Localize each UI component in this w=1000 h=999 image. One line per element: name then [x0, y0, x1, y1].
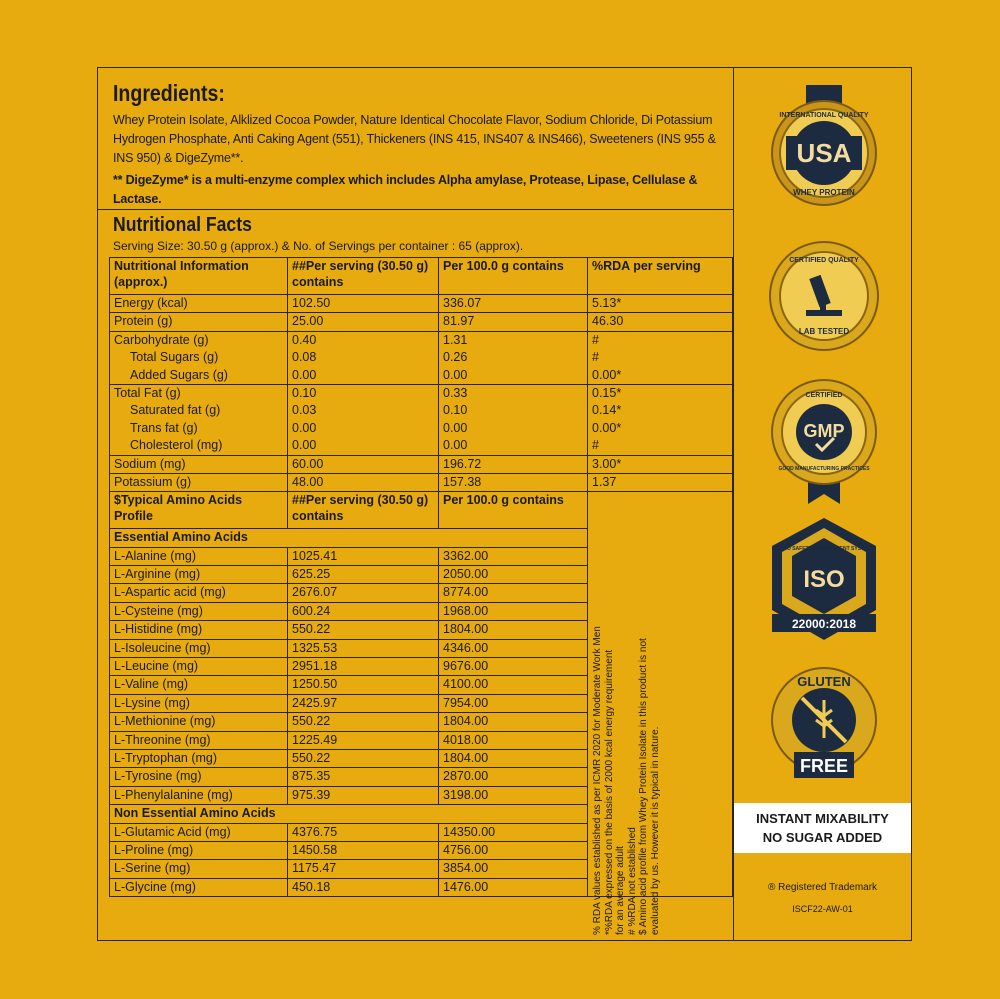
usa-whey-badge — [764, 83, 884, 217]
table-cell: 975.39 — [288, 786, 439, 804]
table-cell: L-Threonine (mg) — [110, 731, 288, 749]
footnote: % RDA values established as per ICMR 2020 for Moderate Work Men — [592, 626, 603, 935]
table-cell: L-Lysine (mg) — [110, 694, 288, 712]
table-cell: 7954.00 — [439, 694, 588, 712]
table-cell: L-Valine (mg) — [110, 676, 288, 694]
table-cell: 0.33 — [439, 384, 588, 402]
table-cell: 2425.97 — [288, 694, 439, 712]
table-cell: 48.00 — [288, 473, 439, 491]
table-row — [110, 402, 733, 419]
ingredients-section — [113, 80, 723, 209]
table-row — [110, 331, 733, 349]
table-cell: L-Proline (mg) — [110, 841, 288, 859]
table-cell: 875.35 — [288, 768, 439, 786]
footnote: $ Amino acid profile from Whey Protein Isolate in this product is not — [638, 638, 649, 935]
table-cell: 2676.07 — [288, 584, 439, 602]
table-cell: 0.10 — [439, 402, 588, 419]
table-cell: 0.00 — [288, 367, 439, 385]
table-cell: L-Leucine (mg) — [110, 658, 288, 676]
claims-box — [734, 803, 911, 853]
table-cell: 0.00 — [288, 420, 439, 437]
usa-badge-main: USA — [796, 138, 852, 168]
table-cell: 550.22 — [288, 713, 439, 731]
table-cell: L-Cysteine (mg) — [110, 602, 288, 620]
subheading: Essential Amino Acids — [110, 529, 588, 547]
lab-tested-badge — [764, 236, 884, 356]
table-row — [110, 295, 733, 313]
iso-badge-main: ISO — [803, 566, 845, 593]
column-header: Per 100.0 g contains — [439, 258, 588, 295]
table-cell: L-Arginine (mg) — [110, 566, 288, 584]
table-cell: 4100.00 — [439, 676, 588, 694]
table-cell: # — [588, 437, 733, 455]
table-cell: 102.50 — [288, 295, 439, 313]
table-row — [110, 367, 733, 385]
column-header: ##Per serving (30.50 g) contains — [288, 492, 439, 529]
table-cell: 3.00* — [588, 455, 733, 473]
table-row — [110, 313, 733, 331]
table-cell: 4376.75 — [288, 823, 439, 841]
serving-size: Serving Size: 30.50 g (approx.) & No. of Servings per container : 65 (approx). — [113, 239, 524, 253]
table-cell: Sodium (mg) — [110, 455, 288, 473]
column-header: %RDA per serving — [588, 258, 733, 295]
ingredients-title: Ingredients: — [113, 80, 225, 106]
table-cell: 1804.00 — [439, 713, 588, 731]
table-cell: 1025.41 — [288, 547, 439, 565]
table-cell: Trans fat (g) — [110, 420, 288, 437]
table-cell: Saturated fat (g) — [110, 402, 288, 419]
table-cell: 0.10 — [288, 384, 439, 402]
table-cell: 336.07 — [439, 295, 588, 313]
table-cell: 1.31 — [439, 331, 588, 349]
table-cell: 2050.00 — [439, 566, 588, 584]
table-cell: Total Sugars (g) — [110, 349, 288, 366]
table-cell: Carbohydrate (g) — [110, 331, 288, 349]
table-cell: 46.30 — [588, 313, 733, 331]
table-cell: # — [588, 331, 733, 349]
digezyme-note: ** DigeZyme* is a multi-enzyme complex which includes Alpha amylase, Protease, Lipase, Cellulase & Lactase. — [113, 173, 698, 206]
gmp-badge — [764, 376, 884, 508]
table-cell: 0.14* — [588, 402, 733, 419]
table-cell: Cholesterol (mg) — [110, 437, 288, 455]
table-cell: L-Methionine (mg) — [110, 713, 288, 731]
table-row — [110, 473, 733, 491]
column-header: Nutritional Information (approx.) — [110, 258, 288, 295]
table-cell: L-Tryptophan (mg) — [110, 749, 288, 767]
table-cell: Potassium (g) — [110, 473, 288, 491]
table-cell: 3198.00 — [439, 786, 588, 804]
table-cell: 0.00* — [588, 367, 733, 385]
table-cell: 450.18 — [288, 878, 439, 896]
footnote: evaluated by us. However it is typical in nature. — [649, 726, 661, 935]
table-cell: 0.26 — [439, 349, 588, 366]
usa-badge-bottom: WHEY PROTEIN — [793, 188, 855, 197]
table-cell: L-Alanine (mg) — [110, 547, 288, 565]
table-cell: 625.25 — [288, 566, 439, 584]
iso-badge-top: FOOD SAFETY MANAGEMENT SYSTEM — [776, 546, 872, 552]
lab-badge-bottom: LAB TESTED — [798, 327, 850, 336]
footnotes — [592, 535, 661, 935]
table-cell: 1476.00 — [439, 878, 588, 896]
iso-badge-bottom: 22000:2018 — [791, 617, 857, 631]
table-cell: L-Glycine (mg) — [110, 878, 288, 896]
usa-badge-top: INTERNATIONAL QUALITY — [779, 112, 869, 119]
gmp-badge-main: GMP — [803, 421, 845, 441]
table-cell: 1225.49 — [288, 731, 439, 749]
table-cell: 81.97 — [439, 313, 588, 331]
table-cell: 0.00 — [439, 420, 588, 437]
table-cell: 14350.00 — [439, 823, 588, 841]
table-cell: 1804.00 — [439, 749, 588, 767]
product-code: ISCF22-AW-01 — [792, 904, 853, 914]
amino-header-row — [110, 492, 733, 529]
table-cell: 5.13* — [588, 295, 733, 313]
gmp-badge-top: CERTIFIED — [805, 392, 843, 399]
table-cell: 60.00 — [288, 455, 439, 473]
table-row — [110, 420, 733, 437]
table-cell: 4346.00 — [439, 639, 588, 657]
table-cell: 1968.00 — [439, 602, 588, 620]
table-cell: Total Fat (g) — [110, 384, 288, 402]
table-cell: 1450.58 — [288, 841, 439, 859]
table-cell: 550.22 — [288, 621, 439, 639]
table-cell: 2870.00 — [439, 768, 588, 786]
table-cell: 9676.00 — [439, 658, 588, 676]
column-header: ##Per serving (30.50 g) contains — [288, 258, 439, 295]
table-cell: 4756.00 — [439, 841, 588, 859]
table-cell: L-Histidine (mg) — [110, 621, 288, 639]
table-cell: 1175.47 — [288, 860, 439, 878]
table-cell: 0.03 — [288, 402, 439, 419]
table-cell: 1.37 — [588, 473, 733, 491]
table-cell: # — [588, 349, 733, 366]
table-cell: 600.24 — [288, 602, 439, 620]
table-cell: 3362.00 — [439, 547, 588, 565]
nutrition-header-row — [110, 258, 733, 295]
table-cell: 157.38 — [439, 473, 588, 491]
table-cell: 1325.53 — [288, 639, 439, 657]
table-cell: 0.08 — [288, 349, 439, 366]
table-cell: Energy (kcal) — [110, 295, 288, 313]
lab-badge-top: CERTIFIED QUALITY — [789, 257, 859, 264]
table-cell: Added Sugars (g) — [110, 367, 288, 385]
trademark-note — [734, 882, 911, 893]
table-cell: 8774.00 — [439, 584, 588, 602]
gluten-free-badge — [764, 664, 884, 788]
table-cell: 1250.50 — [288, 676, 439, 694]
ingredients-text: Whey Protein Isolate, Alklized Cocoa Powder, Nature Identical Chocolate Flavor, Sodium Chloride, Di Potassium Hydrogen Phosphate, Anti Caking Agent (551), Thickeners (INS 415, INS407 & INS466), Sweeteners (INS 955 & INS 950) & DigeZyme**. — [113, 113, 716, 165]
registered-icon: ® — [767, 882, 776, 893]
subheading: Non Essential Amino Acids — [110, 805, 588, 823]
table-cell: L-Serine (mg) — [110, 860, 288, 878]
table-cell: L-Phenylalanine (mg) — [110, 786, 288, 804]
column-header: $Typical Amino Acids Profile — [110, 492, 288, 529]
section-divider — [97, 209, 733, 210]
footnote: *%RDA expressed on the basis of 2000 kcal energy requirement — [603, 649, 615, 935]
table-cell: 550.22 — [288, 749, 439, 767]
claim-no-sugar: NO SUGAR ADDED — [762, 830, 883, 845]
table-cell: 3854.00 — [439, 860, 588, 878]
table-cell: 196.72 — [439, 455, 588, 473]
table-cell: 0.15* — [588, 384, 733, 402]
table-row — [110, 437, 733, 455]
table-cell: L-Glutamic Acid (mg) — [110, 823, 288, 841]
column-header: Per 100.0 g contains — [439, 492, 588, 529]
table-cell: 0.40 — [288, 331, 439, 349]
table-cell: 2951.18 — [288, 658, 439, 676]
table-cell: Protein (g) — [110, 313, 288, 331]
iso-badge — [764, 514, 884, 646]
table-cell: L-Aspartic acid (mg) — [110, 584, 288, 602]
gluten-badge-top: GLUTEN — [797, 674, 851, 689]
table-cell: 25.00 — [288, 313, 439, 331]
table-cell: 0.00 — [439, 437, 588, 455]
gluten-badge-bottom: FREE — [799, 756, 849, 776]
trademark-text: Registered Trademark — [778, 882, 878, 893]
table-cell: 0.00 — [288, 437, 439, 455]
gmp-badge-bottom: GOOD MANUFACTURING PRACTICES — [778, 466, 870, 472]
footnote: for an average adult — [615, 846, 626, 935]
table-row — [110, 455, 733, 473]
nutrition-title: Nutritional Facts — [113, 214, 252, 236]
table-cell: 4018.00 — [439, 731, 588, 749]
table-row — [110, 349, 733, 366]
table-cell: L-Tyrosine (mg) — [110, 768, 288, 786]
table-cell: 0.00 — [439, 367, 588, 385]
table-cell: 1804.00 — [439, 621, 588, 639]
table-cell: 0.00* — [588, 420, 733, 437]
table-row — [110, 384, 733, 402]
claim-mixability: INSTANT MIXABILITY — [756, 811, 889, 826]
table-cell: L-Isoleucine (mg) — [110, 639, 288, 657]
footnote: # %RDA not established — [626, 827, 638, 935]
